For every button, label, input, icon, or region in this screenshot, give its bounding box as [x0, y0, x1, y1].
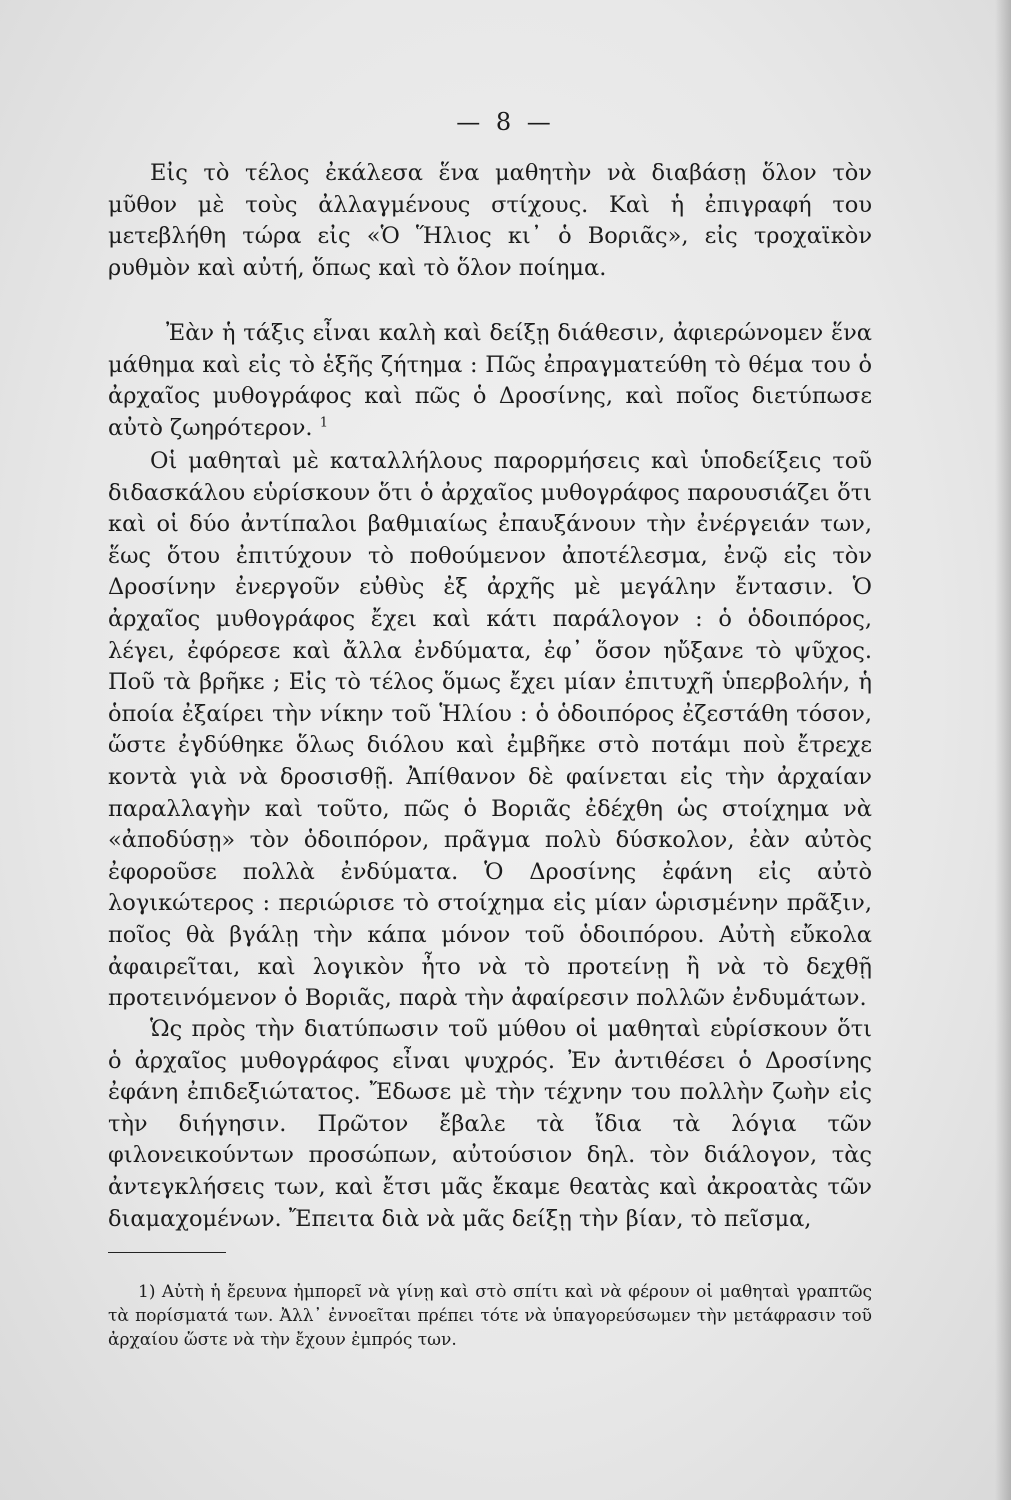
paragraph-2-body: Ἐὰν ἡ τάξις εἶναι καλὴ καὶ δείξῃ διάθεσιν, ἀφιερώνομεν ἕνα μάθημα καὶ εἰς τὸ ἑξῆς ζήτημα : Πῶς ἐπραγματεύθη τὸ θέμα του ὁ ἀρχαῖος μυθογράφος καὶ πῶς ὁ Δροσίνης, καὶ ποῖος διετύπωσε αὐτὸ ζωηρότερον.: [108, 320, 872, 441]
paragraph-2: [108, 318, 872, 444]
footnote-text: 1) Αὐτὴ ἡ ἔρευνα ἠμπορεῖ νὰ γίνῃ καὶ στὸ σπίτι καὶ νὰ φέρουν οἱ μαθηταὶ γραπτῶς τὰ πορίσματά των. Ἀλλ᾽ ἐννοεῖται πρέπει τότε νὰ ὑπαγορεύσωμεν τὴν μετάφρασιν τοῦ ἀρχαίου ὥστε νὰ τὴν ἔχουν ἐμπρός των.: [108, 1282, 872, 1350]
paragraph-3: [108, 446, 872, 1015]
footnote-divider: [108, 1252, 226, 1253]
page-edge-shadow: [995, 0, 1011, 1500]
paragraph-1: [108, 158, 872, 284]
footnote: [108, 1280, 872, 1352]
page-number: — 8 —: [456, 108, 555, 136]
paragraph-4: [108, 1014, 872, 1235]
paragraph-2-text: [108, 318, 872, 444]
footnote-reference: 1: [319, 415, 328, 431]
paragraph-4-text: Ὡς πρὸς τὴν διατύπωσιν τοῦ μύθου οἱ μαθηταὶ εὑρίσκουν ὅτι ὁ ἀρχαῖος μυθογράφος εἶναι ψυχρός. Ἐν ἀντιθέσει ὁ Δροσίνης ἐφάνη ἐπιδεξιώτατος. Ἔδωσε μὲ τὴν τέχνην του πολλὴν ζωὴν εἰς τὴν διήγησιν. Πρῶτον ἔβαλε τὰ ἴδια τὰ λόγια τῶν φιλονεικούντων προσώπων, αὐτούσιον δηλ. τὸν διάλογον, τὰς ἀντεγκλήσεις των, καὶ ἔτσι μᾶς ἔκαμε θεατὰς καὶ ἀκροατὰς τῶν διαμαχομένων. Ἔπειτα διὰ νὰ μᾶς δείξῃ τὴν βίαν, τὸ πεῖσμα,: [108, 1016, 872, 1232]
paragraph-1-text: Εἰς τὸ τέλος ἐκάλεσα ἕνα μαθητὴν νὰ διαβάσῃ ὅλον τὸν μῦθον μὲ τοὺς ἀλλαγμένους στίχους. Καὶ ἡ ἐπιγραφή του μετεβλήθη τώρα εἰς «Ὁ Ἥλιος κι᾽ ὁ Βοριᾶς», εἰς τροχαϊκὸν ρυθμὸν καὶ αὐτή, ὅπως καὶ τὸ ὅλον ποίημα.: [108, 160, 872, 281]
paragraph-3-text: Οἱ μαθηταὶ μὲ καταλλήλους παρορμήσεις καὶ ὑποδείξεις τοῦ διδασκάλου εὑρίσκουν ὅτι ὁ ἀρχαῖος μυθογράφος παρουσιάζει ὅτι καὶ οἱ δύο ἀντίπαλοι βαθμιαίως ἐπαυξάνουν τὴν ἐνέργειάν των, ἕως ὅτου ἐπιτύχουν τὸ ποθούμενον ἀποτέλεσμα, ἐνῷ εἰς τὸν Δροσίνην ἐνεργοῦν εὐθὺς ἐξ ἀρχῆς μὲ μεγάλην ἔντασιν. Ὁ ἀρχαῖος μυθογράφος ἔχει καὶ κάτι παράλογον : ὁ ὁδοιπόρος, λέγει, ἐφόρεσε καὶ ἄλλα ἐνδύματα, ἐφ᾽ ὅσον ηὔξανε τὸ ψῦχος. Ποῦ τὰ βρῆκε ; Εἰς τὸ τέλος ὅμως ἔχει μίαν ἐπιτυχῆ ὑπερβολήν, ἡ ὁποία ἐξαίρει τὴν νίκην τοῦ Ἡλίου : ὁ ὁδοιπόρος ἐζεστάθη τόσον, ὥστε ἐγδύθηκε ὅλως διόλου καὶ ἐμβῆκε στὸ ποτάμι ποὺ ἔτρεχε κοντὰ γιὰ νὰ δροσισθῇ. Ἀπίθανον δὲ φαίνεται εἰς τὴν ἀρχαίαν παραλλαγὴν καὶ τοῦτο, πῶς ὁ Βοριᾶς ἐδέχθη ὡς στοίχημα νὰ «ἀποδύσῃ» τὸν ὁδοιπόρον, πρᾶγμα πολὺ δύσκολον, ἐὰν αὐτὸς ἐφοροῦσε πολλὰ ἐνδύματα. Ὁ Δροσίνης ἐφάνη εἰς αὐτὸ λογικώτερος : περιώρισε τὸ στοίχημα εἰς μίαν ὡρισμένην πρᾶξιν, ποῖος θὰ βγάλῃ τὴν κάπα μόνον τοῦ ὁδοιπόρου. Αὐτὴ εὔκολα ἀφαιρεῖται, καὶ λογικὸν ἦτο νὰ τὸ προτείνῃ ἢ νὰ τὸ δεχθῇ προτεινόμενον ὁ Βοριᾶς, παρὰ τὴν ἀφαίρεσιν πολλῶν ἐνδυμάτων.: [108, 448, 872, 1012]
